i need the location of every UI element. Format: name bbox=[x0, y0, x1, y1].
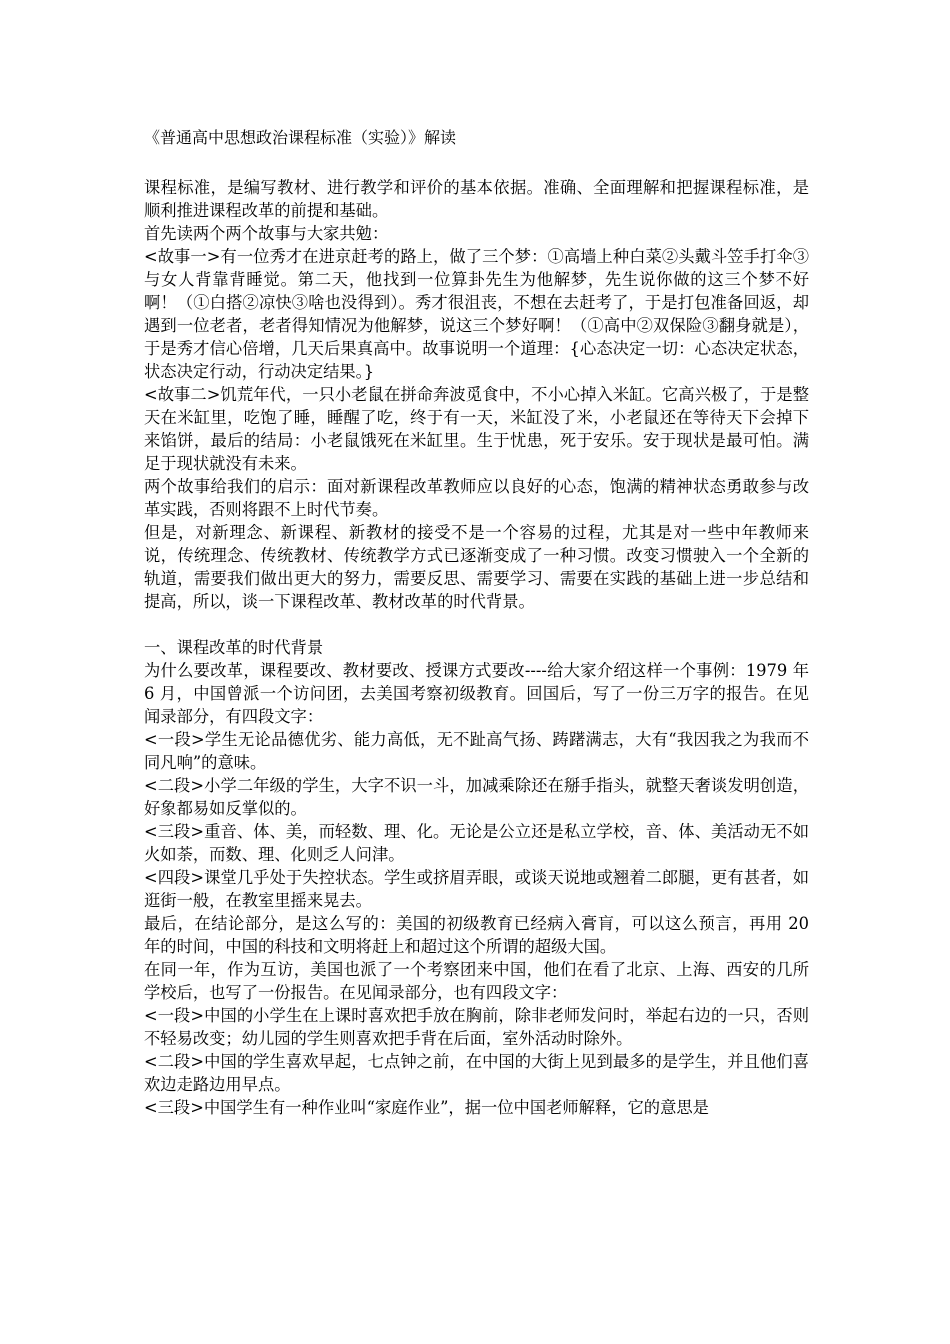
paragraph-us-segment-2: <二段>小学二年级的学生，大字不识一斗，加减乘除还在掰手指头，就整天奢谈发明创造，好象都易如反掌似的。 bbox=[144, 776, 809, 818]
paragraph-us-segment-3: <三段>重音、体、美，而轻数、理、化。无论是公立还是私立学校，音、体、美活动无不如火如荼，而数、理、化则乏人问津。 bbox=[144, 822, 809, 864]
paragraph-us-segment-1: <一段>学生无论品德优劣、能力高低，无不趾高气扬、踌躇满志，大有“我因我之为我而不同凡响”的意味。 bbox=[144, 730, 809, 772]
paragraph-story-one: <故事一>有一位秀才在进京赶考的路上，做了三个梦：①高墙上种白菜②头戴斗笠手打伞③与女人背靠背睡觉。第二天，他找到一位算卦先生为他解梦，先生说你做的这三个梦不好啊！（①白搭②凉快③啥也没得到）。秀才很沮丧，不想在去赶考了，于是打包准备回返，却遇到一位老者，老者得知情况为他解梦，说这三个梦好啊！（①高中②双保险③翻身就是），于是秀才信心倍增，几天后果真高中。故事说明一个道理：{心态决定一切：心态决定状态，状态决定行动，行动决定结果。} bbox=[144, 247, 809, 381]
paragraph-cn-segment-2: <二段>中国的学生喜欢早起，七点钟之前，在中国的大街上见到最多的是学生，并且他们喜欢边走路边用早点。 bbox=[144, 1052, 809, 1094]
paragraph-us-segment-4: <四段>课堂几乎处于失控状态。学生或挤眉弄眼，或谈天说地或翘着二郎腿，更有甚者，如逛街一般，在教室里摇来晃去。 bbox=[144, 868, 809, 910]
paragraph-stories-lead: 首先读两个两个故事与大家共勉： bbox=[144, 224, 389, 243]
paragraph-habit-change: 但是，对新理念、新课程、新教材的接受不是一个容易的过程，尤其是对一些中年教师来说，传统理念、传统教材、传统教学方式已逐渐变成了一种习惯。改变习惯驶入一个全新的轨道，需要我们做出更大的努力，需要反思、需要学习、需要在实践的基础上进一步总结和提高，所以，谈一下课程改革、教材改革的时代背景。 bbox=[144, 523, 809, 611]
paragraph-cn-segment-3: <三段>中国学生有一种作业叫“家庭作业”，据一位中国老师解释，它的意思是 bbox=[144, 1098, 709, 1117]
section-heading-background: 一、课程改革的时代背景 bbox=[144, 638, 324, 657]
paragraph-story-two: <故事二>饥荒年代，一只小老鼠在拼命奔波觅食中，不小心掉入米缸。它高兴极了，于是整天在米缸里，吃饱了睡，睡醒了吃，终于有一天，米缸没了米，小老鼠还在等待天下会掉下来馅饼，最后的结局：小老鼠饿死在米缸里。生于忧患，死于安乐。安于现状是最可怕。满足于现状就没有未来。 bbox=[144, 385, 809, 473]
paragraph-us-visit-intro: 为什么要改革，课程要改、教材要改、授课方式要改----给大家介绍这样一个事例：1979 年 6 月，中国曾派一个访问团，去美国考察初级教育。回国后，写了一份三万字的报告。在见闻录部分，有四段文字： bbox=[144, 661, 809, 726]
paragraph-intro: 课程标准，是编写教材、进行教学和评价的基本依据。准确、全面理解和把握课程标准，是顺利推进课程改革的前提和基础。 bbox=[144, 178, 809, 220]
paragraph-cn-visit-intro: 在同一年，作为互访，美国也派了一个考察团来中国，他们在看了北京、上海、西安的几所学校后，也写了一份报告。在见闻录部分，也有四段文字： bbox=[144, 960, 809, 1002]
paragraph-stories-lesson: 两个故事给我们的启示：面对新课程改革教师应以良好的心态，饱满的精神状态勇敢参与改革实践，否则将跟不上时代节奏。 bbox=[144, 477, 809, 519]
document-body bbox=[144, 176, 809, 1119]
paragraph-spacer bbox=[144, 613, 809, 636]
document-title: 《普通高中思想政治课程标准（实验）》解读 bbox=[144, 128, 457, 147]
paragraph-cn-segment-1: <一段>中国的小学生在上课时喜欢把手放在胸前，除非老师发问时，举起右边的一只，否则不轻易改变；幼儿园的学生则喜欢把手背在后面，室外活动时除外。 bbox=[144, 1006, 809, 1048]
paragraph-us-conclusion: 最后，在结论部分，是这么写的：美国的初级教育已经病入膏肓，可以这么预言，再用 20 年的时间，中国的科技和文明将赶上和超过这个所谓的超级大国。 bbox=[144, 914, 809, 956]
